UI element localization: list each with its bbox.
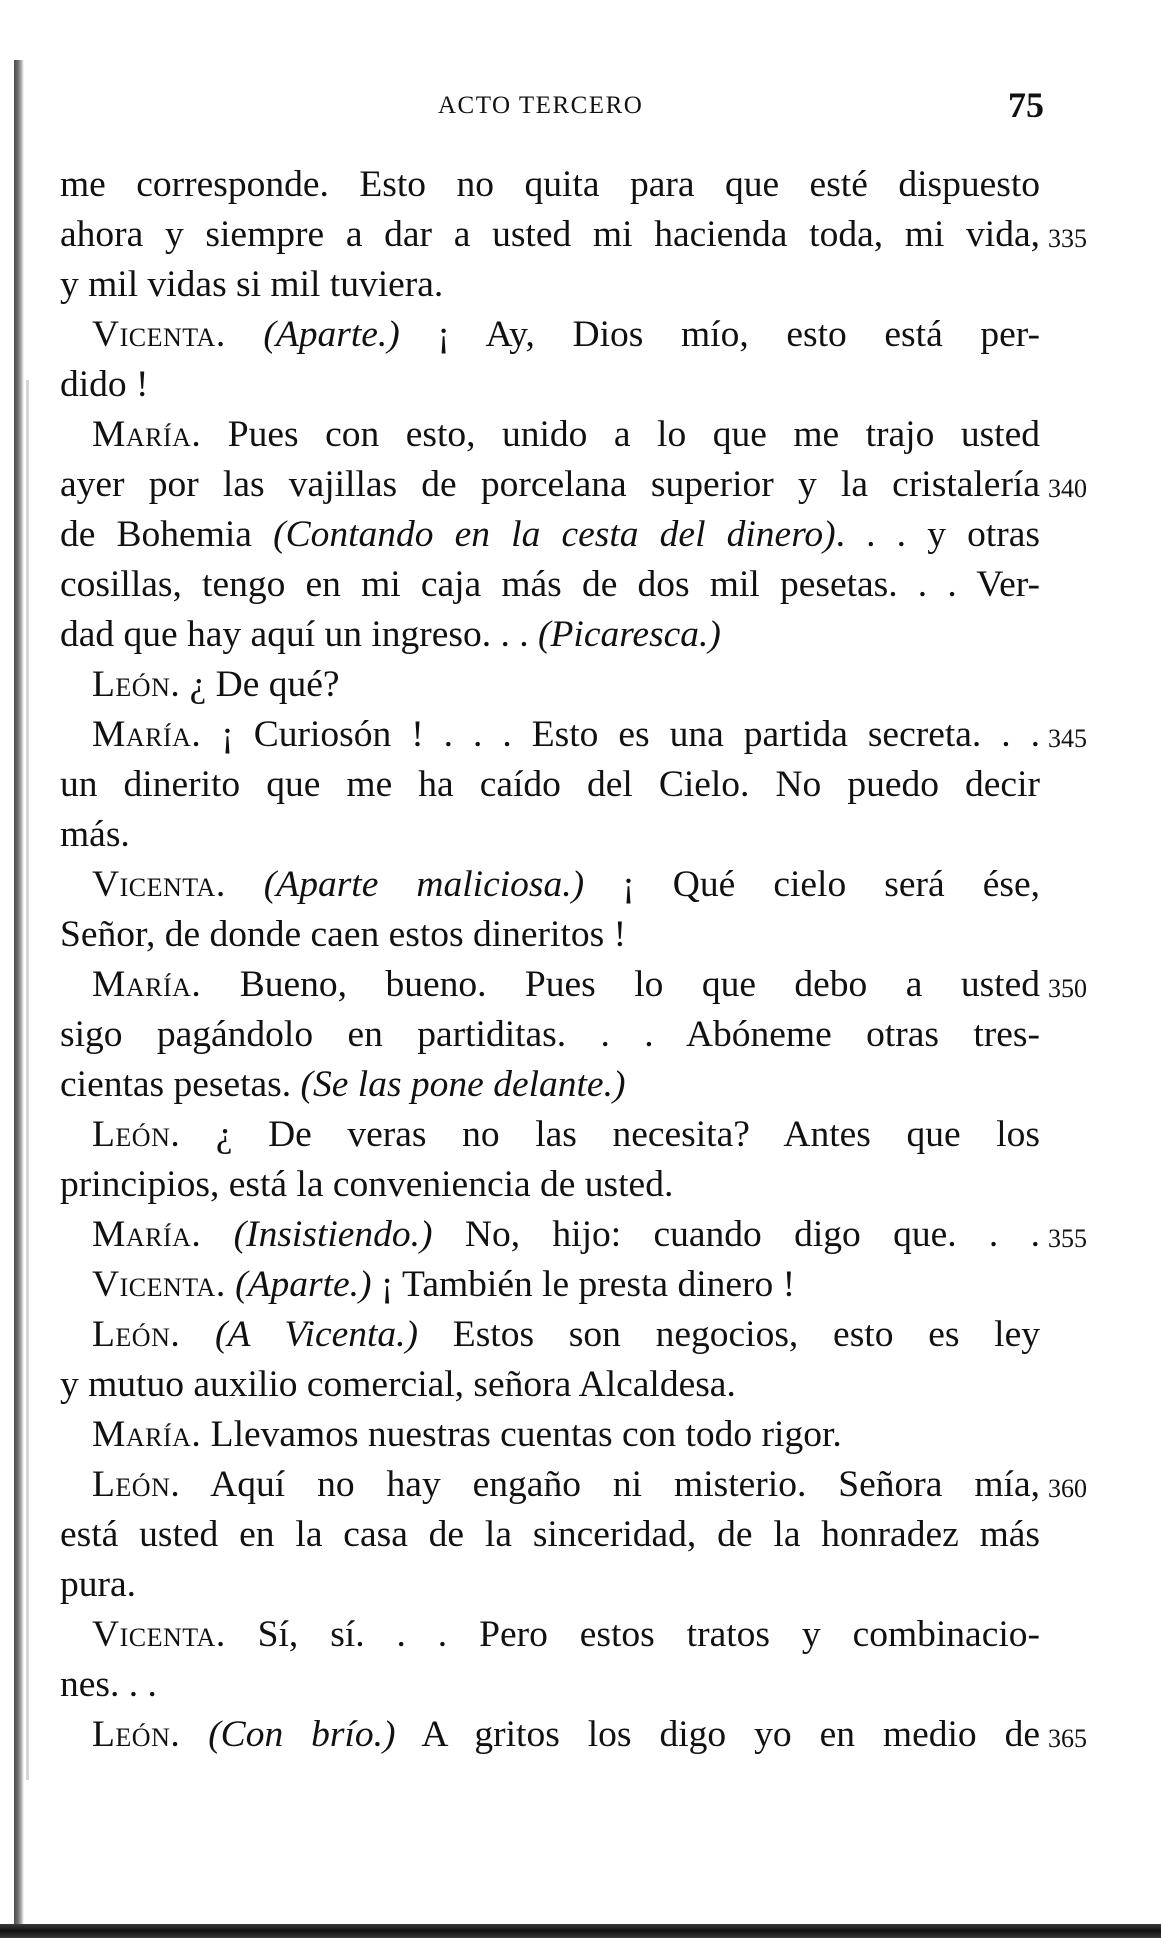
text-line — [60, 1710, 1087, 1760]
line-text — [60, 360, 1040, 410]
dialogue-text: ahora y siempre a dar a usted mi hacienda toda, mi vida, — [60, 214, 1040, 255]
dialogue-text: más. — [60, 814, 130, 855]
text-line — [60, 1610, 1045, 1660]
line-number: 340 — [1048, 474, 1087, 503]
stage-direction: (Insistiendo.) — [233, 1214, 433, 1255]
line-text — [60, 610, 1040, 660]
line-number: 360 — [1048, 1474, 1087, 1503]
text-line — [60, 810, 1045, 860]
text-line — [60, 960, 1087, 1010]
text-line — [60, 860, 1045, 910]
dialogue-text — [226, 314, 264, 355]
dialogue-text: dad que hay aquí un ingreso. . . — [60, 614, 539, 655]
dialogue-text: nes. . . — [60, 1664, 157, 1705]
line-text — [60, 1510, 1040, 1560]
dialogue-text: Estos son negocios, esto es ley — [418, 1314, 1040, 1355]
text-line — [60, 710, 1087, 760]
line-text — [60, 660, 1040, 710]
line-text — [60, 910, 1040, 960]
line-text — [60, 960, 1040, 1010]
line-text — [60, 560, 1040, 610]
dialogue-text: A gritos los digo yo en medio de — [395, 1714, 1041, 1755]
dialogue-text: Aquí no hay engaño ni misterio. Señora mía, — [180, 1464, 1040, 1505]
speaker-name: León. — [92, 1114, 181, 1155]
dialogue-text — [180, 1714, 208, 1755]
speaker-name: María. — [92, 1214, 202, 1255]
dialogue-text: ¡ Qué cielo será ése, — [584, 864, 1041, 905]
speaker-name: María. — [92, 1414, 202, 1455]
dialogue-text: cientas pesetas. — [60, 1064, 301, 1105]
dialogue-text — [226, 864, 264, 905]
dialogue-text: ¡ Curiosón ! . . . Esto es una partida secreta. . . — [201, 714, 1040, 755]
line-text — [60, 1310, 1040, 1360]
speaker-name: Vicenta. — [92, 1264, 226, 1305]
dialogue-text: ¡ Ay, Dios mío, esto está per- — [399, 314, 1040, 355]
stage-direction: (Con brío.) — [208, 1714, 396, 1755]
dialogue-text: sigo pagándolo en partiditas. . . Abóneme otras tres- — [60, 1014, 1040, 1055]
line-text — [60, 1410, 1040, 1460]
dialogue-text — [201, 1214, 233, 1255]
text-line — [60, 1260, 1045, 1310]
line-text — [60, 1160, 1040, 1210]
text-line — [60, 1560, 1045, 1610]
dialogue-text: cosillas, tengo en mi caja más de dos mil pesetas. . . Ver- — [60, 564, 1040, 605]
dialogue-text: No, hijo: cuando digo que. . . — [432, 1214, 1040, 1255]
dialogue-text: de Bohemia — [60, 514, 274, 555]
dialogue-text: Señor, de donde caen estos dineritos ! — [60, 914, 627, 955]
speaker-name: León. — [92, 1464, 181, 1505]
line-text — [60, 1260, 1040, 1310]
text-line — [60, 1410, 1045, 1460]
dialogue-text: está usted en la casa de la sinceridad, de la honradez más — [60, 1514, 1040, 1555]
text-line — [60, 360, 1045, 410]
text-line — [60, 1010, 1045, 1060]
dialogue-text: ¿ De qué? — [180, 664, 340, 705]
stage-direction: (Aparte.) — [263, 314, 400, 355]
line-text — [60, 810, 1040, 860]
line-text — [60, 1060, 1040, 1110]
line-text — [60, 160, 1040, 210]
line-text — [60, 1210, 1040, 1260]
stage-direction: (Aparte maliciosa.) — [263, 864, 585, 905]
speaker-name: María. — [92, 414, 202, 455]
dialogue-text: pura. — [60, 1564, 137, 1605]
text-line — [60, 260, 1045, 310]
line-number: 355 — [1048, 1224, 1087, 1253]
text-line — [60, 1310, 1045, 1360]
text-line — [60, 760, 1045, 810]
stage-direction: (Aparte.) — [235, 1264, 372, 1305]
speaker-name: León. — [92, 1314, 181, 1355]
text-line — [60, 610, 1045, 660]
line-text — [60, 310, 1040, 360]
text-line — [60, 660, 1045, 710]
stage-direction: (Se las pone delante.) — [300, 1064, 626, 1105]
speaker-name: León. — [92, 664, 181, 705]
speaker-name: María. — [92, 714, 202, 755]
page-number: 75 — [1008, 85, 1044, 125]
text-line — [60, 160, 1045, 210]
text-line — [60, 1210, 1087, 1260]
line-text — [60, 1360, 1040, 1410]
dialogue-text: un dinerito que me ha caído del Cielo. No puedo decir — [60, 764, 1040, 805]
line-text — [60, 1660, 1040, 1710]
speaker-name: María. — [92, 964, 202, 1005]
dialogue-text — [180, 1314, 215, 1355]
dialogue-text: y mil vidas si mil tuviera. — [60, 264, 444, 305]
line-number: 345 — [1048, 724, 1087, 753]
running-head: ACTO TERCERO — [438, 92, 644, 119]
text-line — [60, 460, 1087, 510]
dialogue-text: ¡ También le presta dinero ! — [371, 1264, 796, 1305]
text-line — [60, 1060, 1045, 1110]
line-text — [60, 1110, 1040, 1160]
text-line — [60, 210, 1087, 260]
speaker-name: Vicenta. — [92, 1614, 226, 1655]
line-text — [60, 760, 1040, 810]
text-line — [60, 1110, 1045, 1160]
line-text — [60, 410, 1040, 460]
line-number: 350 — [1048, 974, 1087, 1003]
text-line — [60, 1660, 1045, 1710]
dialogue-text: y mutuo auxilio comercial, señora Alcaldesa. — [60, 1364, 736, 1405]
text-line — [60, 410, 1045, 460]
scan-bottom-edge — [0, 1924, 1161, 1938]
stage-direction: (Contando en la cesta del dinero) — [273, 514, 836, 555]
dialogue-text: principios, está la conveniencia de usted. — [60, 1164, 674, 1205]
line-text — [60, 1010, 1040, 1060]
dialogue-text — [226, 1264, 235, 1305]
text-line — [60, 510, 1045, 560]
text-line — [60, 1360, 1045, 1410]
line-number: 365 — [1048, 1724, 1087, 1753]
line-text — [60, 1710, 1040, 1760]
dialogue-text: Llevamos nuestras cuentas con todo rigor. — [201, 1414, 842, 1455]
dialogue-text: Bueno, bueno. Pues lo que debo a usted — [201, 964, 1040, 1005]
text-line — [60, 1160, 1045, 1210]
text-line — [60, 1510, 1045, 1560]
line-text — [60, 1560, 1040, 1610]
dialogue-text: me corresponde. Esto no quita para que esté dispuesto — [60, 164, 1040, 205]
binding-shadow — [14, 60, 24, 1930]
stage-direction: (Picaresca.) — [538, 614, 721, 655]
line-text — [60, 1610, 1040, 1660]
page-header — [0, 85, 1161, 130]
dialogue-text: . . . y otras — [835, 514, 1040, 555]
dialogue-text: dido ! — [60, 364, 149, 405]
stage-direction: (A Vicenta.) — [214, 1314, 419, 1355]
line-text — [60, 210, 1040, 260]
line-text — [60, 460, 1040, 510]
text-line — [60, 560, 1045, 610]
speaker-name: Vicenta. — [92, 314, 226, 355]
text-line — [60, 310, 1045, 360]
text-line — [60, 1460, 1087, 1510]
line-text — [60, 260, 1040, 310]
line-number: 335 — [1048, 224, 1087, 253]
dialogue-text: Sí, sí. . . Pero estos tratos y combinacio- — [225, 1614, 1040, 1655]
dialogue-text: Pues con esto, unido a lo que me trajo usted — [201, 414, 1040, 455]
line-text — [60, 510, 1040, 560]
line-text — [60, 710, 1040, 760]
dialogue-text: ayer por las vajillas de porcelana superior y la cristalería — [60, 464, 1040, 505]
play-text — [60, 160, 1087, 1760]
binding-line — [26, 380, 29, 1780]
line-text — [60, 1460, 1040, 1510]
speaker-name: León. — [92, 1714, 181, 1755]
dialogue-text: ¿ De veras no las necesita? Antes que los — [180, 1114, 1040, 1155]
line-text — [60, 860, 1040, 910]
text-line — [60, 910, 1045, 960]
speaker-name: Vicenta. — [92, 864, 226, 905]
